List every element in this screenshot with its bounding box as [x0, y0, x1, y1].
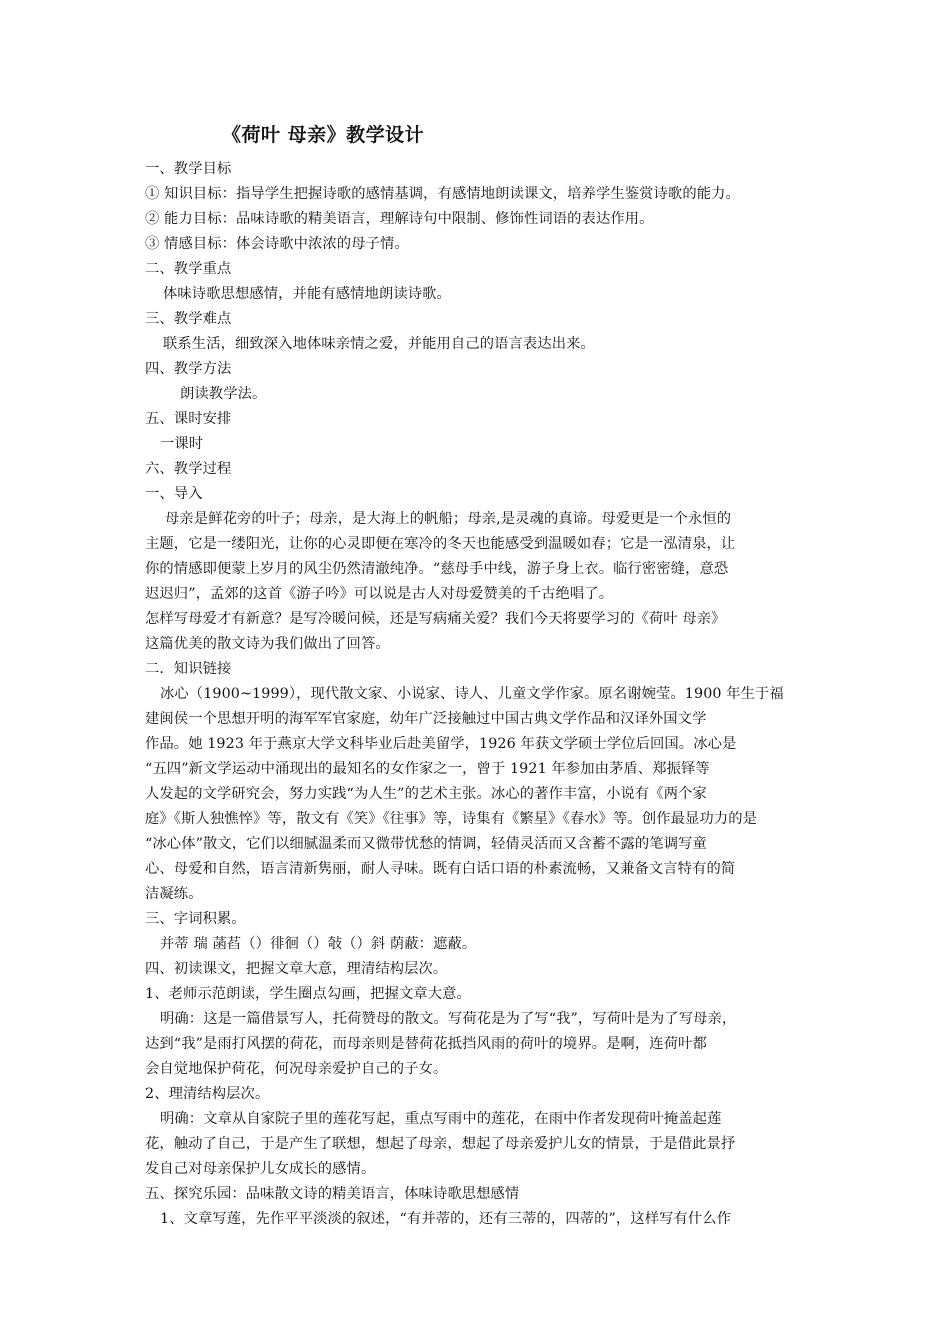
- text-line: 1、文章写莲，先作平平淡淡的叙述，“有并蒂的，还有三蒂的，四蒂的”，这样写有什么作: [160, 1211, 732, 1227]
- text-line: 花，触动了自己，于是产生了联想，想起了母亲，想起了母亲爱护儿女的情景，于是借此景抒: [145, 1136, 736, 1152]
- text-line: 心、母爱和自然，语言清新隽丽，耐人寻味。既有白话口语的朴素流畅，又兼备文言特有的简: [145, 861, 736, 877]
- text-line: 达到“我”是雨打风摆的荷花，而母亲则是替荷花抵挡风雨的荷叶的境界。是啊，连荷叶都: [145, 1036, 707, 1052]
- text-line: 迟迟归”，孟郊的这首《游子吟》可以说是古人对母爱赞美的千古绝唱了。: [145, 586, 614, 602]
- text-line: 三、教学难点: [145, 311, 232, 327]
- text-line: 发自己对母亲保护儿女成长的感情。: [145, 1161, 376, 1177]
- text-line: 六、教学过程: [145, 461, 232, 477]
- text-line: 三、字词积累。: [145, 911, 246, 927]
- text-line: ③ 情感目标：体会诗歌中浓浓的母子情。: [145, 236, 409, 252]
- text-line: 冰心（1900~1999），现代散文家、小说家、诗人、儿童文学作家。原名谢婉莹。1900 年生于福: [160, 686, 784, 702]
- text-line: 并蒂 瑞 菡萏（）徘徊（）敧（）斜 荫蔽：遮蔽。: [160, 936, 477, 952]
- text-line: 朗读教学法。: [180, 386, 267, 402]
- text-line: 一、教学目标: [145, 161, 232, 177]
- text-line: 一课时: [160, 436, 204, 452]
- document-title: 《荷叶 母亲》教学设计: [222, 124, 425, 146]
- text-line: 人发起的文学研究会，努力实践“为人生”的艺术主张。冰心的著作丰富，小说有《两个家: [145, 786, 707, 802]
- text-line: 主题，它是一缕阳光，让你的心灵即便在寒冷的冬天也能感受到温暖如春；它是一泓清泉，让: [145, 536, 736, 552]
- text-line: 怎样写母爱才有新意？是写冷暖问候，还是写病痛关爱？我们今天将要学习的《荷叶 母亲》: [145, 611, 726, 627]
- text-line: 1、老师示范朗读，学生圈点勾画，把握文章大意。: [145, 986, 471, 1002]
- text-line: 这篇优美的散文诗为我们做出了回答。: [145, 636, 390, 652]
- text-line: ② 能力目标：品味诗歌的精美语言，理解诗句中限制、修饰性词语的表达作用。: [145, 211, 654, 227]
- text-line: 会自觉地保护荷花，何况母亲爱护自己的子女。: [145, 1061, 448, 1077]
- text-line: “冰心体”散文，它们以细腻温柔而又微带忧愁的情调，轻倩灵活而又含蓄不露的笔调写童: [145, 836, 707, 852]
- text-line: 二．知识链接: [145, 661, 232, 677]
- text-line: “五四”新文学运动中涌现出的最知名的女作家之一，曾于 1921 年参加由茅盾、郑振铎等: [145, 761, 710, 777]
- text-line: 联系生活，细致深入地体味亲情之爱，并能用自己的语言表达出来。: [163, 336, 595, 352]
- text-line: 五、探究乐园：品味散文诗的精美语言，体味诗歌思想感情: [145, 1186, 520, 1202]
- text-line: 建闽侯一个思想开明的海军军官家庭，幼年广泛接触过中国古典文学作品和汉译外国文学: [145, 711, 707, 727]
- text-line: 体味诗歌思想感情，并能有感情地朗读诗歌。: [163, 286, 451, 302]
- text-line: 明确：文章从自家院子里的莲花写起，重点写雨中的莲花，在雨中作者发现荷叶掩盖起莲: [160, 1111, 722, 1127]
- text-line: 四、教学方法: [145, 361, 232, 377]
- text-line: 2、理清结构层次。: [145, 1086, 270, 1102]
- text-line: 二、教学重点: [145, 261, 232, 277]
- text-line: 洁凝练。: [145, 886, 203, 902]
- text-line: 明确：这是一篇借景写人，托荷赞母的散文。写荷花是为了写“我”，写荷叶是为了写母亲，: [160, 1011, 737, 1027]
- text-line: 你的情感即便蒙上岁月的风尘仍然清澈纯净。“慈母手中线，游子身上衣。临行密密缝，意恐: [145, 561, 729, 577]
- text-line: ① 知识目标：指导学生把握诗歌的感情基调，有感情地朗读课文，培养学生鉴赏诗歌的能力。: [145, 186, 740, 202]
- text-line: 作品。她 1923 年于燕京大学文科毕业后赴美留学，1926 年获文学硕士学位后回国。冰心是: [145, 736, 737, 752]
- text-line: 一、导入: [145, 486, 203, 502]
- text-line: 五、课时安排: [145, 411, 232, 427]
- text-line: 四、初读课文，把握文章大意，理清结构层次。: [145, 961, 448, 977]
- text-line: 庭》《斯人独憔悴》等，散文有《笑》《往事》等，诗集有《繁星》《春水》等。创作最显功力的是: [145, 811, 758, 827]
- text-line: 母亲是鲜花旁的叶子；母亲，是大海上的帆船；母亲,是灵魂的真谛。母爱更是一个永恒的: [165, 511, 732, 527]
